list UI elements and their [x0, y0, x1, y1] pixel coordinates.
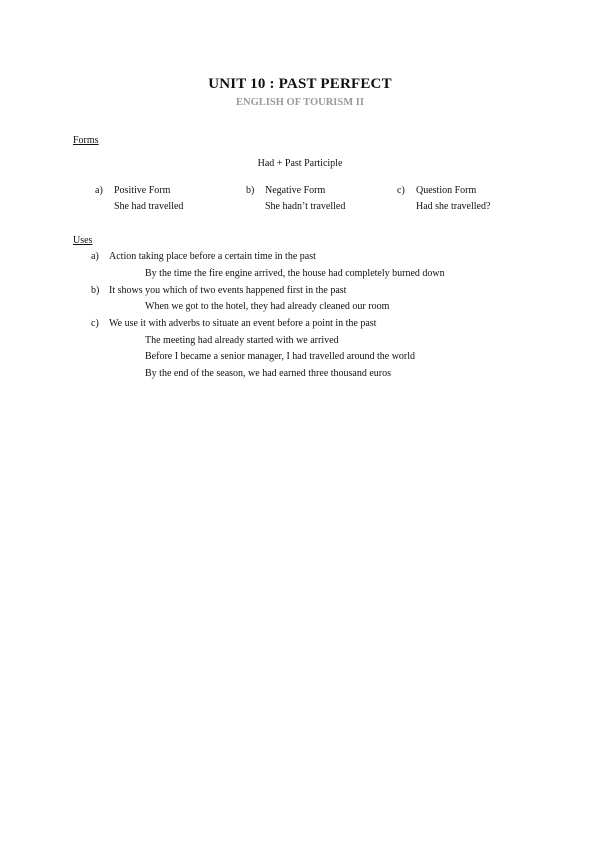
form-label: Negative Form — [265, 185, 326, 196]
use-example: Before I became a senior manager, I had travelled around the world — [145, 351, 416, 362]
form-label: Positive Form — [114, 185, 171, 196]
form-label: Question Form — [416, 185, 477, 196]
use-example: The meeting had already started with we arrived — [145, 335, 339, 346]
form-marker: c) — [397, 185, 405, 196]
page-subtitle: ENGLISH OF TOURISM II — [236, 97, 364, 108]
form-marker: b) — [246, 185, 255, 196]
form-example: She hadn’t travelled — [265, 201, 346, 212]
form-marker: a) — [95, 185, 103, 196]
use-marker: c) — [91, 318, 99, 329]
use-example: By the time the fire engine arrived, the house had completely burned down — [145, 268, 445, 279]
form-example: Had she travelled? — [416, 201, 491, 212]
use-text: It shows you which of two events happened first in the past — [109, 285, 347, 296]
forms-formula: Had + Past Participle — [257, 158, 343, 169]
form-item-question — [397, 183, 490, 215]
use-text: We use it with adverbs to situate an event before a point in the past — [109, 318, 377, 329]
use-text: Action taking place before a certain time in the past — [109, 251, 316, 262]
form-example: She had travelled — [114, 201, 184, 212]
use-example: When we got to the hotel, they had already cleaned our room — [145, 301, 390, 312]
form-item-negative — [246, 183, 345, 215]
forms-heading: Forms — [73, 135, 99, 146]
use-example: By the end of the season, we had earned three thousand euros — [145, 368, 392, 379]
use-marker: b) — [91, 285, 100, 296]
form-item-positive — [95, 183, 183, 215]
uses-heading: Uses — [73, 235, 93, 246]
page-title: UNIT 10 : PAST PERFECT — [208, 76, 392, 92]
use-marker: a) — [91, 251, 99, 262]
